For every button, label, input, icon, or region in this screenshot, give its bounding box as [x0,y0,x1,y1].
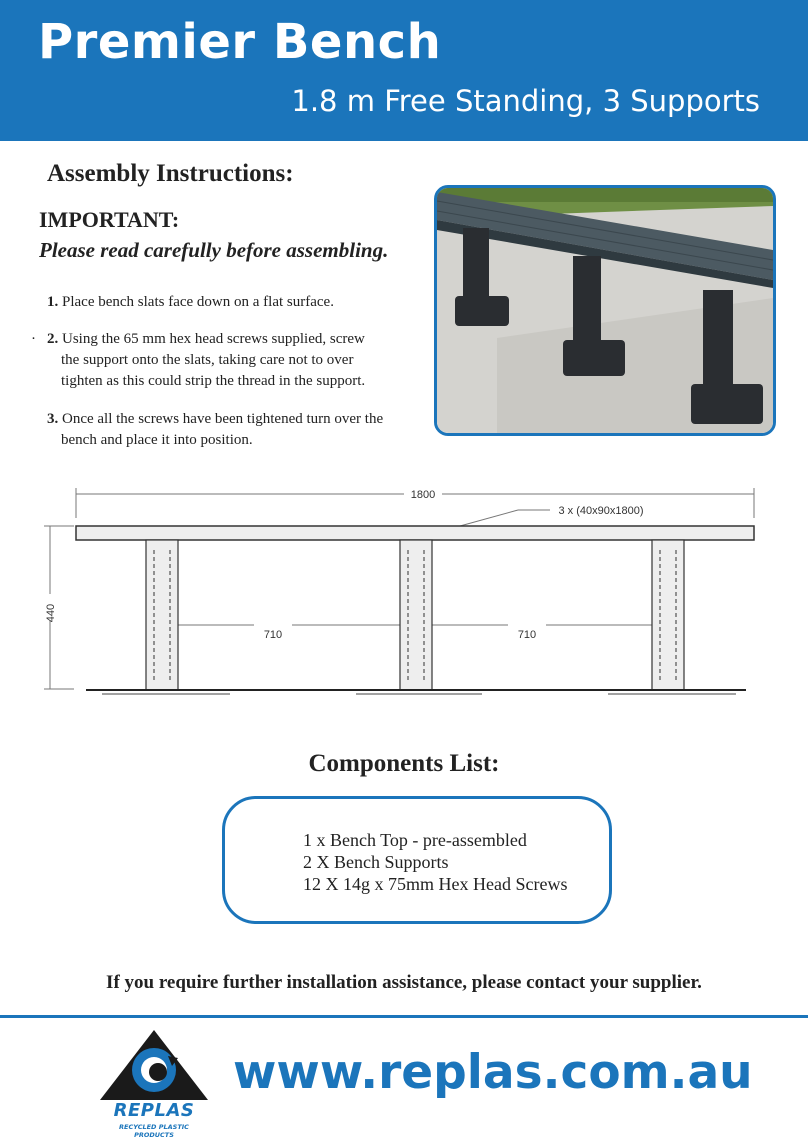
step-text: Once all the screws have been tightened turn over the [62,411,384,427]
dimension-spacing-right: 710 [517,629,537,641]
page-title: Premier Bench [38,14,442,70]
stray-dot: · [31,331,36,347]
dimension-slats-spec: 3 x (40x90x1800) [558,505,644,517]
components-heading: Components List: [308,750,500,777]
step-number: 3. [47,411,59,427]
assembly-step-2 [31,329,407,392]
bench-photo-illustration [437,188,773,433]
component-item: 1 x Bench Top - pre-assembled [303,830,527,850]
step-text: Using the 65 mm hex head screws supplied, screw [62,331,365,347]
step-number: 1. [47,294,59,310]
dimension-spacing-left: 710 [263,629,283,641]
footer-divider [0,1015,808,1018]
contact-text: If you require further installation assistance, please contact your supplier. [106,972,702,993]
bench-dimension-drawing [30,478,780,710]
component-item: 12 X 14g x 75mm Hex Head Screws [303,874,568,894]
header-banner [0,0,808,141]
important-note: Please read carefully before assembling. [39,238,389,262]
assembly-step-3 [47,409,419,451]
website-link[interactable]: www.replas.com.au [233,1045,753,1100]
step-text: tighten as this could strip the thread in the support. [61,373,366,389]
step-text: Place bench slats face down on a flat surface. [62,294,334,310]
replas-logo [98,1028,210,1139]
logo-tagline: RECYCLED PLASTIC PRODUCTS [119,1123,189,1139]
bench-photo [434,185,776,436]
page-subtitle: 1.8 m Free Standing, 3 Supports [291,84,760,118]
replas-logo-icon [98,1028,210,1104]
components-list [303,829,567,895]
assembly-step-1 [47,292,427,313]
dimension-height: 440 [45,603,57,623]
assembly-heading: Assembly Instructions: [47,160,294,187]
dimension-overall-length: 1800 [410,489,436,501]
step-number: 2. [47,331,59,347]
components-box [222,796,612,924]
step-text: the support onto the slats, taking care not to over [61,352,354,368]
component-item: 2 X Bench Supports [303,852,449,872]
important-label: IMPORTANT: [39,207,180,232]
logo-brand: REPLAS [113,1100,195,1121]
step-text: bench and place it into position. [61,432,253,448]
